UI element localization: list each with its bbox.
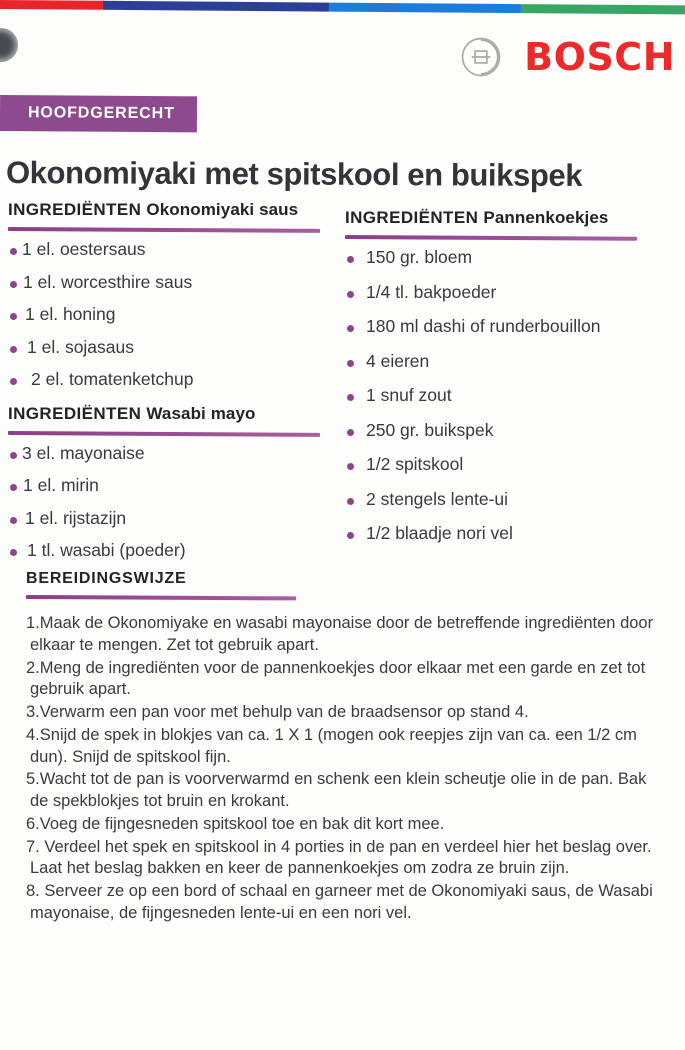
sauce-section: [8, 200, 338, 389]
stripe-segment-navy: [103, 1, 329, 12]
wasabi-section: [8, 404, 338, 560]
list-item: 1 tl. wasabi (poeder): [8, 542, 338, 560]
wasabi-ingredient-list: [8, 442, 338, 560]
step-item: 6.Voeg de fijngesneden spitskool toe en bak dit kort mee.: [26, 814, 445, 833]
recipe-title: Okonomiyaki met spitskool en buikspek: [5, 155, 583, 194]
list-item: 1 el. oestersaus: [8, 241, 338, 259]
pancakes-heading-sub: Pannenkoekjes: [483, 208, 609, 227]
category-badge: HOOFDGERECHT: [0, 95, 197, 132]
ingredients-column-right: [345, 208, 680, 560]
list-item: 250 gr. buikspek: [345, 422, 680, 440]
stripe-segment-blue: [329, 3, 521, 14]
pancakes-heading: [345, 208, 680, 228]
sauce-ingredient-list: [8, 241, 338, 389]
list-item: 1/2 blaadje nori vel: [345, 525, 680, 543]
list-item: 2 stengels lente-ui: [345, 491, 680, 509]
list-item: 4 eieren: [345, 353, 680, 371]
preparation-steps: [26, 613, 666, 925]
wasabi-divider: [8, 431, 320, 437]
list-item: 1/2 spitskool: [345, 456, 680, 474]
brand-lockup: [460, 36, 675, 78]
step-item: 2.Meng de ingrediënten voor de pannenkoekjes door elkaar met een garde en zet tot gebruik apart.: [26, 658, 646, 699]
pancakes-heading-label: INGREDIËNTEN: [345, 208, 484, 227]
list-item: 1 el. worcesthire saus: [8, 274, 338, 292]
punch-hole: [0, 28, 18, 62]
bosch-armature-icon: [460, 36, 502, 78]
wasabi-heading-label: INGREDIËNTEN: [8, 403, 147, 423]
list-item: 1 el. rijstazijn: [8, 510, 338, 528]
step-item: 3.Verwarm een pan voor met behulp van de braadsensor op stand 4.: [26, 703, 529, 722]
list-item: 1 snuf zout: [345, 387, 680, 405]
wasabi-heading-sub: Wasabi mayo: [146, 403, 256, 423]
list-item: 1 el. mirin: [8, 477, 338, 495]
pancakes-ingredient-list: [345, 249, 680, 543]
ingredients-column-left: [8, 200, 338, 575]
list-item: 3 el. mayonaise: [8, 445, 338, 463]
step-item: 4.Snijd de spek in blokjes van ca. 1 X 1 (mogen ook reepjes zijn van ca. een 1/2 cm dun). Snijd de spitskool fijn.: [26, 725, 637, 766]
stripe-segment-green: [521, 4, 685, 14]
list-item: 1 el. sojasaus: [8, 339, 338, 357]
step-item: 5.Wacht tot de pan is voorverwarmd en schenk een klein scheutje olie in de pan. Bak de spekblokjes tot bruin en krokant.: [26, 770, 647, 811]
preparation-section: [26, 570, 666, 926]
sauce-heading-label: INGREDIËNTEN: [8, 200, 147, 219]
sauce-heading: [8, 200, 338, 220]
step-item: 8. Serveer ze op een bord of schaal en garneer met de Okonomiyaki saus, de Wasabi mayonaise, de fijngesneden lente-ui en een nori vel.: [26, 882, 653, 922]
preparation-divider: [26, 595, 296, 600]
wasabi-heading: [8, 404, 338, 424]
sauce-heading-sub: Okonomiyaki saus: [146, 200, 299, 219]
list-item: 150 gr. bloem: [345, 249, 680, 267]
list-item: 1 el. honing: [8, 306, 338, 324]
list-item: 180 ml dashi of runderbouillon: [345, 318, 680, 336]
list-item: 2 el. tomatenketchup: [8, 371, 338, 389]
step-item: 7. Verdeel het spek en spitskool in 4 porties in de pan en verdeel hier het beslag over. Laat het beslag bakken en keer de pannenkoekjes om zodra ze bruin zijn.: [26, 837, 652, 878]
stripe-segment-red: [0, 0, 103, 10]
preparation-heading: BEREIDINGSWIJZE: [26, 570, 187, 587]
step-item: 1.Maak de Okonomiyake en wasabi mayonaise door de betreffende ingrediënten door elkaar te mengen. Zet tot gebruik apart.: [26, 614, 654, 654]
pancakes-divider: [345, 235, 637, 241]
sauce-divider: [8, 227, 320, 233]
list-item: 1/4 tl. bakpoeder: [345, 284, 680, 302]
brand-color-stripe: [0, 0, 685, 14]
brand-name: BOSCH: [524, 35, 675, 79]
